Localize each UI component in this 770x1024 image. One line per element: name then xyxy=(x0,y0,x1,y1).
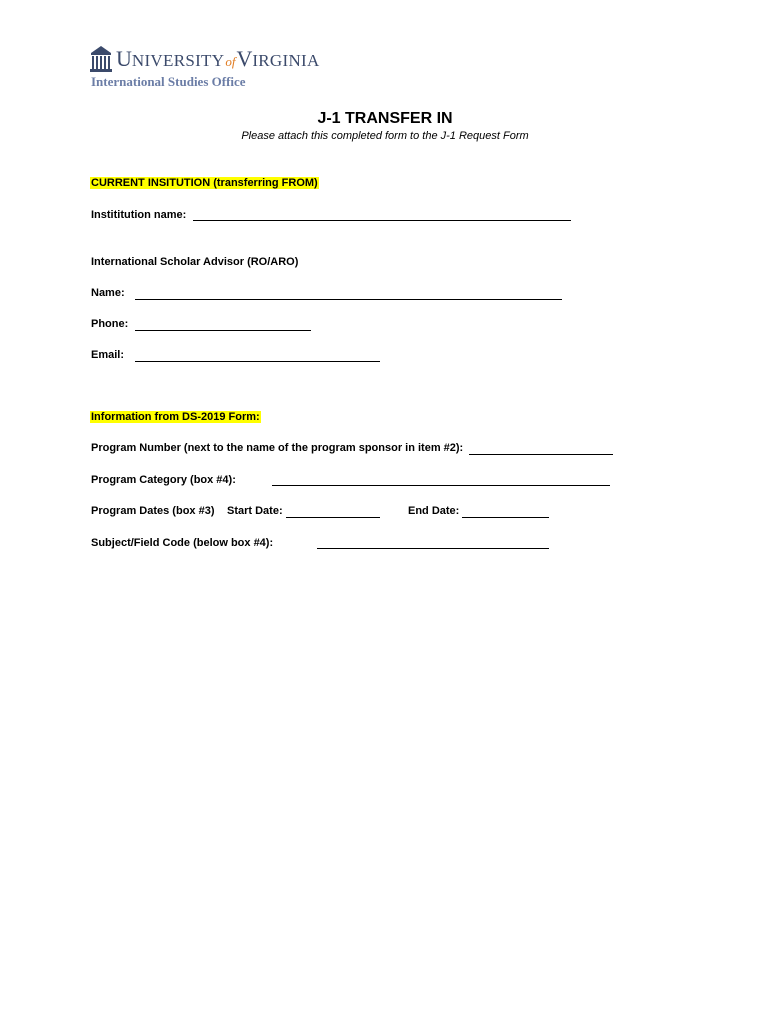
subject-field-code-field[interactable] xyxy=(317,536,549,549)
program-number-label: Program Number (next to the name of the program sponsor in item #2): xyxy=(91,442,464,454)
advisor-name-label: Name: xyxy=(91,287,125,299)
start-date-field[interactable] xyxy=(286,505,380,518)
institution-name-label: Instititution name: xyxy=(91,209,187,221)
program-category-label: Program Category (box #4): xyxy=(91,474,236,486)
program-dates-label: Program Dates (box #3) xyxy=(91,505,215,517)
start-date-label: Start Date: xyxy=(227,505,283,517)
advisor-email-label: Email: xyxy=(91,349,125,361)
university-wordmark: UNIVERSITYofVIRGINIA xyxy=(116,46,320,71)
rotunda-logo-icon xyxy=(89,45,113,73)
ds2019-heading: Information from DS-2019 Form: xyxy=(91,411,260,423)
form-subtitle: Please attach this completed form to the J-1 Request Form xyxy=(241,130,529,142)
institution-name-field[interactable] xyxy=(193,208,571,221)
advisor-name-field[interactable] xyxy=(135,287,562,300)
advisor-phone-label: Phone: xyxy=(91,318,129,330)
program-number-field[interactable] xyxy=(469,442,613,455)
advisor-phone-field[interactable] xyxy=(135,318,311,331)
end-date-field[interactable] xyxy=(462,505,549,518)
subject-field-code-label: Subject/Field Code (below box #4): xyxy=(91,537,274,549)
current-institution-heading: CURRENT INSITUTION (transferring FROM) xyxy=(91,177,318,189)
advisor-email-field[interactable] xyxy=(135,349,380,362)
program-category-field[interactable] xyxy=(272,473,610,486)
end-date-label: End Date: xyxy=(408,505,460,517)
advisor-heading: International Scholar Advisor (RO/ARO) xyxy=(91,256,299,268)
form-title: J-1 TRANSFER IN xyxy=(317,110,453,127)
office-name: International Studies Office xyxy=(91,74,246,89)
